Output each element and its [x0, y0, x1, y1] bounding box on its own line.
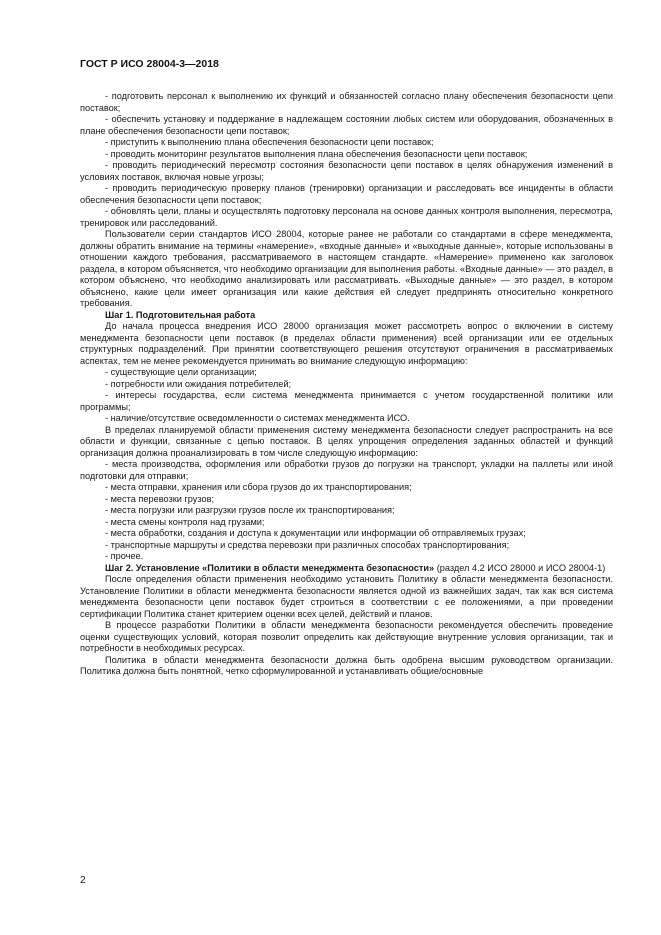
step1-heading-text: Шаг 1. Подготовительная работа	[105, 309, 256, 320]
paragraph: До начала процесса внедрения ИСО 28000 организация может рассмотреть вопрос о включении в систему менеджмента безопасности цепи поставок (в пределах области применения) всей организации или ее отдельных структурных подразделений. При принятии соответствующего решения отсутствуют ограничения в рассматриваемых аспектах, тем не менее рекомендуется принимать во внимание следующую информацию:	[80, 321, 613, 366]
list-item: - проводить периодическую проверку планов (тренировки) организации и расследовать все инциденты в области обеспечения безопасности цепи поставок;	[80, 183, 613, 205]
list-item: - подготовить персонал к выполнению их функций и обязанностей согласно плану обеспечения безопасности цепи поставок;	[80, 91, 613, 113]
list-item: - наличие/отсутствие осведомленности о системах менеджмента ИСО.	[105, 413, 410, 423]
list-item: - приступить к выполнению плана обеспечения безопасности цепи поставок;	[105, 137, 434, 147]
paragraph: После определения области применения необходимо установить Политику в области менеджмента безопасности. Установление Политики в области менеджмента безопасности является одной из важнейших задач, так как вся система менеджмента безопасности цепи поставок будет строиться в соответствии с ее положениями, а при проведении сертификации Политика станет критерием оценки всех целей, действий и планов.	[80, 574, 613, 619]
step2-heading-text: Шаг 2. Установление «Политики в области менеджмента безопасности»	[105, 562, 435, 573]
list-item: - места обработки, создания и доступа к документации или информации об отправляемых грузах;	[105, 528, 526, 538]
page-number: 2	[80, 875, 86, 886]
list-item: - прочее.	[105, 551, 144, 561]
paragraph: Политика в области менеджмента безопасности должна быть одобрена высшим руководством организации. Политика должна быть понятной, четко сформулированной и устанавливать общие/основные	[80, 654, 613, 676]
document-body	[80, 91, 613, 678]
list-item: - транспортные маршруты и средства перевозки при различных способах транспортирования;	[105, 539, 510, 550]
paragraph: Пользователи серии стандартов ИСО 28004, которые ранее не работали со стандартами в сфере менеджмента, должны обратить внимание на термины «намерение», «входные данные» и «выходные данные», которые использованы в отношении каждого требования, рассматриваемого в настоящем стандарте. «Намерение» применено как заголовок раздела, в котором объясняется, что необходимо организации для выполнения работы. «Входные данные» — это раздел, в котором объяснено, что необходимо анализировать или рассматривать. «Выходные данные» — это раздел, в котором объяснено, какие цели имеет организация или какие действия ей следует предпринять относительно конкретного требования.	[80, 229, 613, 308]
paragraph: В процессе разработки Политики в области менеджмента безопасности рекомендуется обеспечить проведение оценки существующих условий, которая позволит определить как действующие внутренние условия организации, так и потребности в необходимых ресурсах.	[80, 620, 613, 653]
document-header: ГОСТ Р ИСО 28004-3—2018	[80, 58, 219, 70]
list-item: - места отправки, хранения или сбора грузов до их транспортирования;	[105, 482, 412, 492]
list-item: - обеспечить установку и поддержание в надлежащем состоянии любых систем или оборудования, обозначенных в плане обеспечения безопасности цепи поставок;	[80, 114, 613, 136]
list-item: - места производства, оформления или обработки грузов до погрузки на транспорт, укладки на паллеты или иной подготовки для отправки;	[80, 459, 613, 481]
step2-heading-reference: (раздел 4.2 ИСО 28000 и ИСО 28004-1)	[434, 562, 606, 573]
list-item: - места смены контроля над грузами;	[105, 516, 265, 527]
list-item: - проводить мониторинг результатов выполнения плана обеспечения безопасности цепи поставок;	[105, 148, 528, 159]
list-item: - интересы государства, если система менеджмента принимается с учетом государственной политики или программы;	[80, 390, 613, 412]
list-item: - существующие цели организации;	[105, 367, 257, 377]
paragraph: В пределах планируемой области применения систему менеджмента безопасности следует распространить на все области и функции, связанные с цепью поставок. В целях упрощения определения заданных областей и функций организация должна проанализировать в том числе следующую информацию:	[80, 424, 613, 458]
list-item: - обновлять цели, планы и осуществлять подготовку персонала на основе данных контроля выполнения, пересмотра, тренировок или расследований.	[80, 206, 613, 228]
step1-heading	[80, 310, 613, 322]
list-item: - места перевозки грузов;	[105, 493, 215, 504]
list-item: - места погрузки или разгрузки грузов после их транспортирования;	[105, 505, 395, 515]
list-item: - потребности или ожидания потребителей;	[105, 378, 292, 389]
step2-heading	[80, 563, 613, 575]
list-item: - проводить периодический пересмотр состояния безопасности цепи поставок в целях обнаружения изменений в условиях поставок, включая новые угрозы;	[80, 160, 613, 182]
